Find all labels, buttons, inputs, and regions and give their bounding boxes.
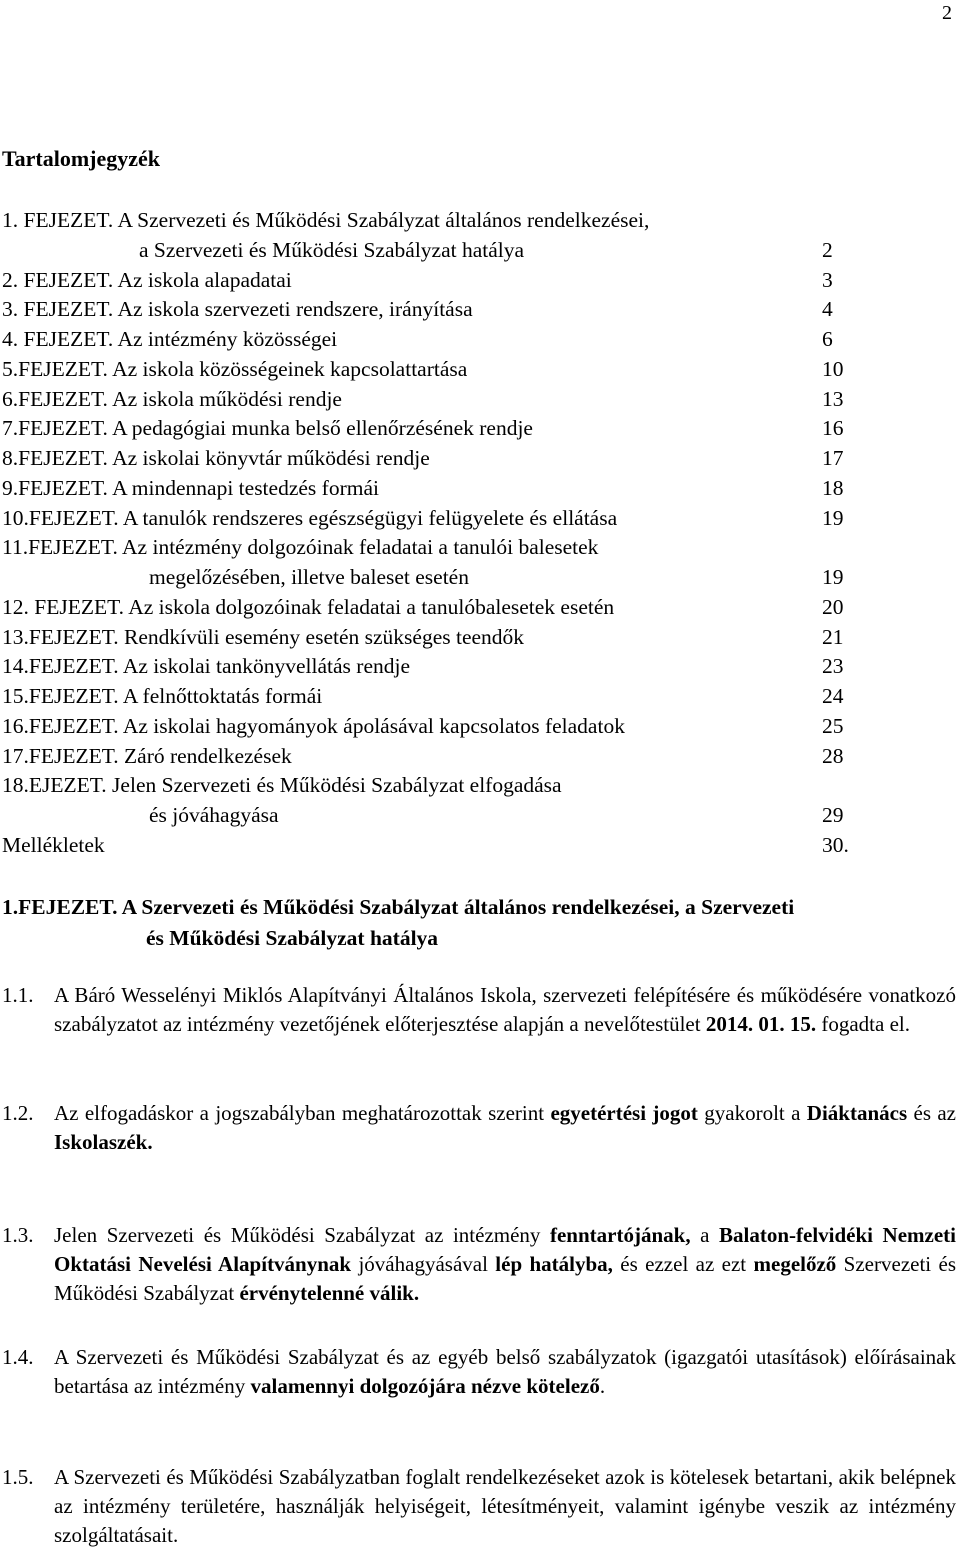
- toc-entry: [0, 831, 960, 861]
- toc-entry: [0, 385, 960, 415]
- paragraph-1-5: [2, 1463, 956, 1550]
- paragraph-text: Jelen Szervezeti és Működési Szabályzat az intézmény fenntartójának, a Balaton-felvidéki Nemzeti Oktatási Nevelési Alapítványnak jóváhagyásával lép hatályba, és ezzel az ezt megelőző Szervezeti és Működési Szabályzat érvénytelenné válik.: [54, 1223, 956, 1305]
- toc-title: Tartalomjegyzék: [2, 146, 161, 171]
- toc-entry-page: 20: [822, 594, 844, 619]
- paragraph-number: 1.4.: [2, 1345, 34, 1369]
- toc-entry-label: 3. FEJEZET. Az iskola szervezeti rendszere, irányítása: [2, 297, 473, 322]
- toc-entry-page: 30.: [822, 832, 849, 857]
- toc-entry-label: 14.FEJEZET. Az iskolai tankönyvellátás rendje: [2, 654, 411, 679]
- toc-entry-label: 4. FEJEZET. Az intézmény közösségei: [2, 327, 338, 351]
- toc-entry: [0, 533, 960, 563]
- toc-entry: [0, 295, 960, 325]
- toc-entry: [0, 652, 960, 682]
- toc-entry-page: 17: [822, 446, 844, 470]
- toc-entry-label: 7.FEJEZET. A pedagógiai munka belső ellenőrzésének rendje: [2, 416, 533, 441]
- paragraph-text: A Báró Wesselényi Miklós Alapítványi Általános Iskola, szervezeti felépítésére és működésére vonatkozó szabályzatot az intézmény vezetőjének előterjesztése alapján a nevelőtestület 2014. 01. 15. fogadta el.: [54, 983, 956, 1036]
- paragraph-text: A Szervezeti és Működési Szabályzatban foglalt rendelkezéseket azok is kötelesek betartani, akik belépnek az intézmény területére, használják helyiségeit, létesítményeit, valamint igénybe veszik az intézmény szolgáltatásait.: [54, 1465, 956, 1547]
- toc-entry-page: 2: [822, 237, 833, 262]
- paragraph-number: 1.5.: [2, 1465, 34, 1489]
- toc-entry: [0, 801, 960, 831]
- toc-entry-label: és jóváhagyása: [149, 803, 279, 827]
- toc-entry-page: 16: [822, 416, 844, 441]
- paragraph-1-2: [2, 1099, 956, 1157]
- toc-entry: [0, 355, 960, 385]
- chapter-heading: [2, 892, 952, 954]
- toc-entry-page: 19: [822, 565, 844, 589]
- toc-entry: [0, 266, 960, 296]
- toc-entry-label: 5.FEJEZET. Az iskola közösségeinek kapcsolattartása: [2, 356, 468, 381]
- toc-entry: [0, 742, 960, 772]
- toc-entry-page: 25: [822, 713, 844, 738]
- toc-entry: [0, 712, 960, 742]
- toc-entry: [0, 563, 960, 593]
- toc-entry-label: 6.FEJEZET. Az iskola működési rendje: [2, 386, 342, 411]
- toc-entry: [0, 414, 960, 444]
- toc-entry: [0, 206, 960, 236]
- chapter-heading-line2: és Működési Szabályzat hatálya: [146, 926, 439, 950]
- toc-entry-page: 23: [822, 654, 844, 679]
- toc-entry-label: 2. FEJEZET. Az iskola alapadatai: [2, 267, 292, 292]
- toc-entry: [0, 771, 960, 801]
- toc-entry: [0, 623, 960, 653]
- chapter-heading-line1: 1.FEJEZET. A Szervezeti és Működési Szabályzat általános rendelkezései, a Szervezeti: [2, 895, 795, 919]
- toc-entry-label: 12. FEJEZET. Az iskola dolgozóinak feladatai a tanulóbalesetek esetén: [2, 594, 615, 619]
- paragraph-number: 1.2.: [2, 1101, 34, 1125]
- toc-entry-page: 18: [822, 475, 844, 500]
- toc-entry-label: Mellékletek: [2, 832, 105, 857]
- toc-entry: [0, 325, 960, 355]
- paragraph-text: A Szervezeti és Működési Szabályzat és az egyéb belső szabályzatok (igazgatói utasítások) előírásainak betartása az intézmény valamennyi dolgozójára nézve kötelező.: [54, 1345, 956, 1398]
- toc-entry-page: 3: [822, 267, 833, 292]
- paragraph-number: 1.3.: [2, 1223, 34, 1247]
- toc-entry-page: 10: [822, 356, 844, 381]
- toc-entry-label: 11.FEJEZET. Az intézmény dolgozóinak feladatai a tanulói balesetek: [2, 535, 599, 560]
- toc-entry-page: 28: [822, 743, 844, 768]
- toc-entry: [0, 593, 960, 623]
- toc-entry-page: 13: [822, 386, 844, 411]
- toc-entry-page: 24: [822, 684, 844, 708]
- toc-entry-label: megelőzésében, illetve baleset esetén: [149, 565, 469, 589]
- toc-entry-label: 9.FEJEZET. A mindennapi testedzés formái: [2, 475, 379, 500]
- toc-entry-page: 21: [822, 624, 844, 649]
- table-of-contents: [0, 206, 960, 861]
- toc-entry-label: 1. FEJEZET. A Szervezeti és Működési Szabályzat általános rendelkezései,: [2, 208, 650, 232]
- toc-entry-label: 18.EJEZET. Jelen Szervezeti és Működési Szabályzat elfogadása: [2, 773, 562, 798]
- toc-entry-label: 10.FEJEZET. A tanulók rendszeres egészségügyi felügyelete és ellátása: [2, 505, 618, 530]
- paragraph-1-4: [2, 1343, 956, 1401]
- toc-entry-label: 16.FEJEZET. Az iskolai hagyományok ápolásával kapcsolatos feladatok: [2, 713, 625, 738]
- toc-entry-label: 17.FEJEZET. Záró rendelkezések: [2, 743, 292, 768]
- toc-entry-page: 29: [822, 803, 844, 827]
- toc-entry-page: 4: [822, 297, 833, 322]
- toc-entry: [0, 504, 960, 534]
- paragraph-number: 1.1.: [2, 983, 34, 1007]
- toc-entry: [0, 474, 960, 504]
- toc-entry-label: 15.FEJEZET. A felnőttoktatás formái: [2, 684, 323, 708]
- toc-entry-label: 13.FEJEZET. Rendkívüli esemény esetén szükséges teendők: [2, 624, 525, 649]
- toc-entry: [0, 236, 960, 266]
- paragraph-1-3: [2, 1221, 956, 1308]
- page-number: 2: [942, 2, 952, 24]
- toc-entry-label: a Szervezeti és Működési Szabályzat hatálya: [139, 237, 525, 262]
- toc-entry-page: 19: [822, 505, 844, 530]
- toc-entry-label: 8.FEJEZET. Az iskolai könyvtár működési rendje: [2, 446, 430, 470]
- toc-entry: [0, 682, 960, 712]
- paragraph-1-1: [2, 981, 956, 1039]
- paragraph-text: Az elfogadáskor a jogszabályban meghatározottak szerint egyetértési jogot gyakorolt a Diáktanács és az Iskolaszék.: [54, 1101, 956, 1154]
- toc-entry: [0, 444, 960, 474]
- toc-entry-page: 6: [822, 327, 833, 351]
